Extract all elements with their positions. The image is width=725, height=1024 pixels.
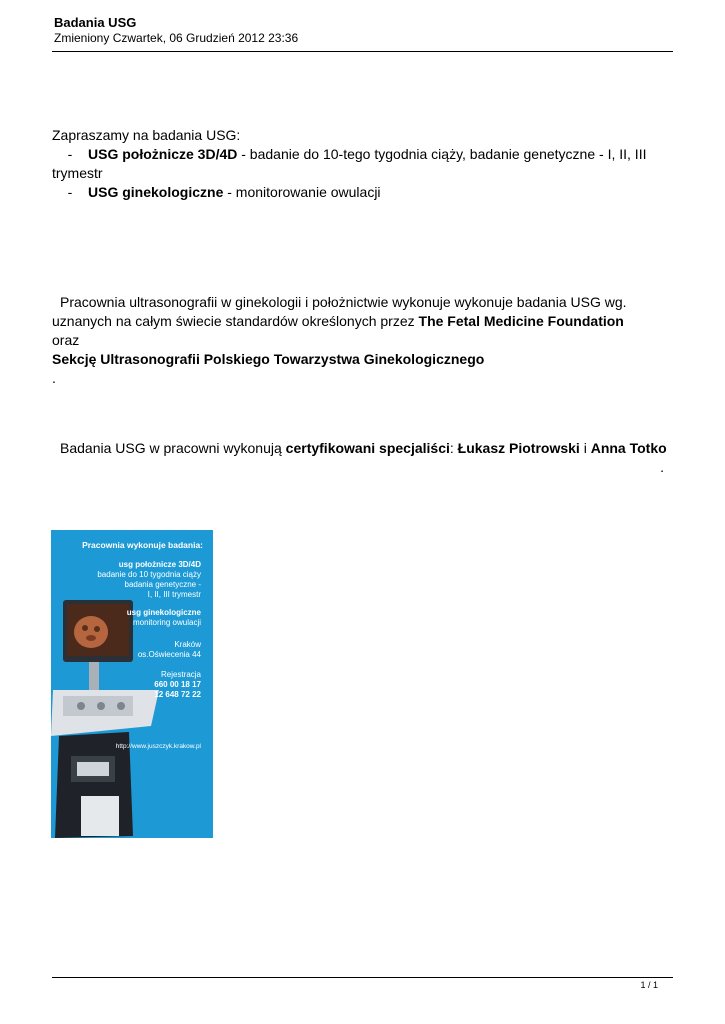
- list-item-gynecologic: [52, 183, 672, 202]
- section-specialists: [52, 439, 672, 475]
- promo-line: badanie do 10 tygodnia ciąży: [97, 570, 201, 579]
- fmf-name: The Fetal Medicine Foundation: [418, 313, 624, 329]
- promo-banner: [51, 530, 213, 838]
- list-item-obstetric: [52, 145, 672, 183]
- promo-phone-1: 660 00 18 17: [154, 680, 201, 689]
- promo-gynecologic: usg ginekologiczne: [126, 608, 201, 617]
- promo-registration-label: Rejestracja: [160, 670, 201, 679]
- standards-end: .: [52, 370, 56, 386]
- promo-phone-2: 12 648 72 22: [154, 690, 201, 699]
- standards-text: Pracownia ultrasonografii w ginekologii i położnictwie wykonuje wykonuje badania USG wg. uznanych na całym świecie standardów określonych przez: [52, 294, 627, 329]
- promo-url: http://www.juszczyk.krakow.pl: [115, 743, 201, 750]
- list-dash: -: [67, 146, 73, 162]
- gynecologic-usg-desc: - monitorowanie owulacji: [223, 184, 381, 200]
- standards-oraz: oraz: [52, 332, 80, 348]
- header-title: Badania USG: [54, 15, 137, 30]
- footer-rule: [52, 977, 673, 978]
- promo-address: os.Oświecenia 44: [137, 650, 201, 659]
- promo-heading: Pracownia wykonuje badania:: [82, 540, 203, 550]
- obstetric-usg-label: USG położnicze 3D/4D: [88, 146, 238, 162]
- list-dash: -: [67, 184, 73, 200]
- certified-specialists: certyfikowani specjaliści: [285, 440, 450, 456]
- specialist-name-2: Anna Totko: [590, 440, 667, 456]
- section-invitation: [52, 126, 672, 202]
- specialist-name-1: Łukasz Piotrowski: [457, 440, 580, 456]
- obstetric-usg-desc: - badanie do 10-tego tygodnia ciąży, badanie genetyczne - I, II, III trymestr: [52, 146, 647, 181]
- specialists-paragraph: Badania USG w pracowni wykonują certyfikowani specjaliści: Łukasz Piotrowski i Anna Totko: [60, 440, 667, 456]
- specialists-end-dot: .: [660, 459, 664, 475]
- promo-line: I, II, III trymestr: [147, 590, 201, 599]
- intro-line: Zapraszamy na badania USG:: [52, 127, 241, 143]
- promo-city: Kraków: [174, 640, 201, 649]
- promo-line: badania genetyczne -: [124, 580, 201, 589]
- gynecologic-usg-label: USG ginekologiczne: [88, 184, 224, 200]
- header-rule: [52, 51, 673, 52]
- ptg-section-name: Sekcję Ultrasonografii Polskiego Towarzystwa Ginekologicznego: [52, 351, 485, 367]
- header-modified-date: Zmieniony Czwartek, 06 Grudzień 2012 23:36: [54, 31, 299, 45]
- page-number: 1 / 1: [640, 980, 658, 990]
- promo-line: monitoring owulacji: [132, 618, 201, 627]
- section-standards: [52, 293, 672, 388]
- promo-obstetric: usg położnicze 3D/4D: [118, 560, 201, 569]
- standards-paragraph: [52, 293, 672, 331]
